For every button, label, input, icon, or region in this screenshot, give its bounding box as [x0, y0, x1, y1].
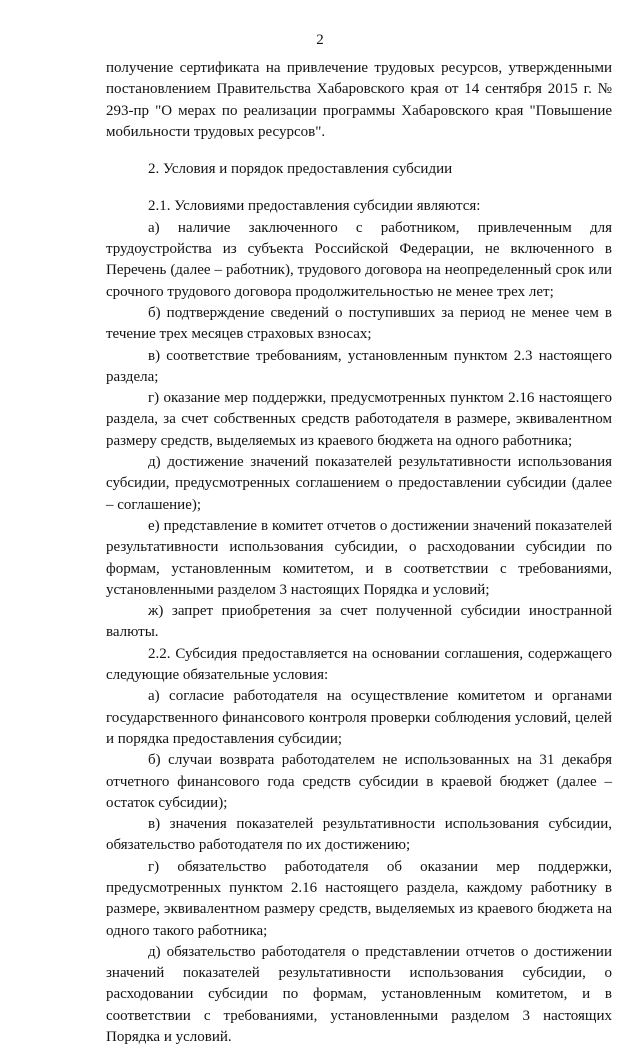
clause-2-1-g: ж) запрет приобретения за счет полученной субсидии иностранной валюты.: [106, 603, 612, 641]
clause-2-2: 2.2. Субсидия предоставляется на основании соглашения, содержащего следующие обязательные условия:: [106, 645, 612, 684]
clause-2-1-f: е) представление в комитет отчетов о достижении значений показателей результативности использования субсидии, о расходовании субсидии по формам, установленным комитетом, и в соответствии с требованиями, установленными разделом 3 настоящих Порядка и условий;: [106, 517, 612, 598]
clause-2-1-b: б) подтверждение сведений о поступивших за период не менее чем в течение трех месяцев страховых взносах;: [106, 304, 612, 343]
clause-2-1-d: г) оказание мер поддержки, предусмотренных пунктом 2.16 настоящего раздела, за счет собственных средств работодателя в размере, эквивалентном размеру средств, выделяемых из краевого бюджета на одного работника;: [106, 390, 612, 449]
clause-2-1-c: в) соответствие требованиям, установленным пунктом 2.3 настоящего раздела;: [106, 347, 612, 385]
clause-2-2-b: б) случаи возврата работодателем не использованных на 31 декабря отчетного финансового года средств субсидии в краевой бюджет (далее – остаток субсидии);: [106, 752, 612, 811]
clause-2-2-a: а) согласие работодателя на осуществление комитетом и органами государственного финансового контроля проверки соблюдения условий, целей и порядка предоставления субсидии;: [106, 688, 612, 747]
clause-2-2-d: г) обязательство работодателя об оказании мер поддержки, предусмотренных пунктом 2.16 настоящего раздела, каждому работнику в размере, эквивалентном размеру средств, выделяемых из краевого бюджета на одного такого работника;: [106, 858, 612, 939]
clause-2-2-e: д) обязательство работодателя о представлении отчетов о достижении значений показателей результативности использования субсидии, о расходовании субсидии по формам, установленным комитетом, и в соответствии с требованиями, установленными разделом 3 настоящих Порядка и условий.: [106, 943, 612, 1046]
section-heading: 2. Условия и порядок предоставления субсидии: [148, 161, 453, 178]
clause-2-1: 2.1. Условиями предоставления субсидии являются:: [148, 198, 481, 215]
clause-2-1-a: а) наличие заключенного с работником, привлеченным для трудоустройства из субъекта Российской Федерации, не включенного в Перечень (далее – работник), трудового договора на неопределенный срок или срочного трудового договора продолжительностью не менее трех лет;: [106, 219, 612, 300]
clause-2-2-c: в) значения показателей результативности использования субсидии, обязательство работодателя по их достижению;: [106, 816, 612, 854]
paragraph-continuation: получение сертификата на привлечение трудовых ресурсов, утвержденными постановлением Правительства Хабаровского края от 14 сентября 2015 г. № 293-пр "О мерах по реализации программы Хабаровского края "Повышение мобильности трудовых ресурсов".: [106, 60, 612, 140]
document-body: [106, 58, 612, 1048]
clause-2-1-e: д) достижение значений показателей результативности использования субсидии, предусмотренных соглашением о предоставлении субсидии (далее – соглашение);: [106, 454, 612, 513]
page-number: 2: [316, 32, 324, 48]
